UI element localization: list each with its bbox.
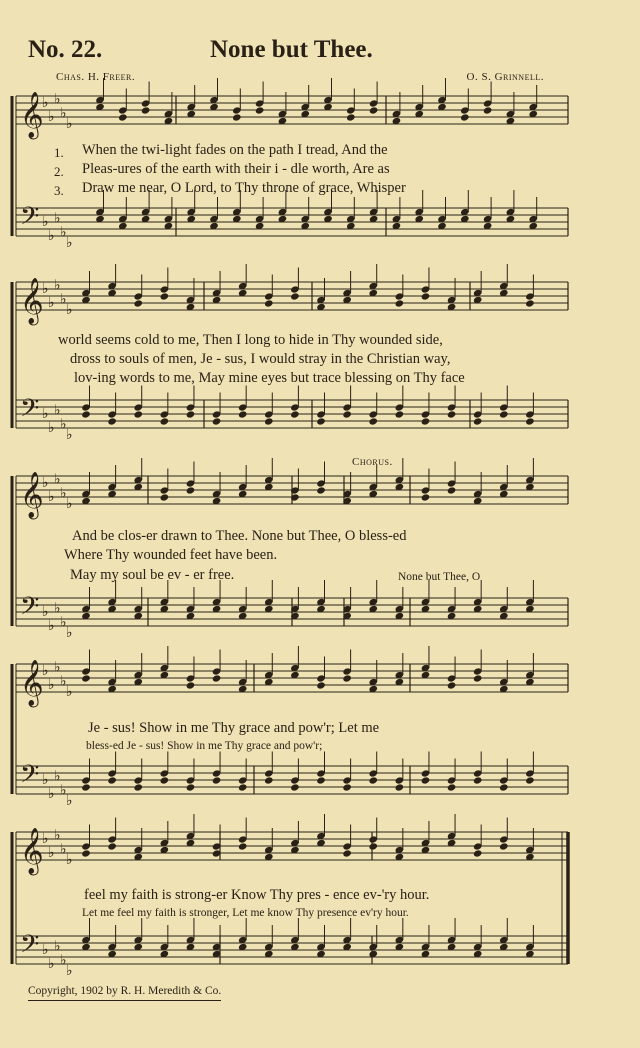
hymn-title: None but Thee. — [210, 36, 373, 63]
svg-text:♭: ♭ — [54, 403, 61, 419]
svg-text:♭: ♭ — [42, 282, 49, 297]
svg-text:♭: ♭ — [48, 678, 55, 693]
copyright-notice: Copyright, 1902 by R. H. Meredith & Co. — [28, 985, 222, 997]
svg-text:♭: ♭ — [54, 92, 61, 108]
lyric-line: When the twi-light fades on the path I tread, And the — [82, 142, 388, 158]
svg-text:♭: ♭ — [54, 828, 61, 844]
lyric-line: dross to souls of men, Je - sus, I would stray in the Christian way, — [70, 351, 451, 367]
hymn-number: No. 22. — [28, 36, 103, 63]
svg-text:♭: ♭ — [54, 472, 61, 488]
echo-lyric: None but Thee, O — [398, 571, 481, 583]
svg-text:♭: ♭ — [66, 794, 73, 809]
svg-text:♭: ♭ — [66, 428, 73, 443]
svg-text:♭: ♭ — [48, 229, 55, 244]
svg-text:♭: ♭ — [42, 664, 49, 679]
svg-text:♭: ♭ — [42, 773, 49, 788]
svg-text:♭: ♭ — [66, 497, 73, 512]
svg-text:♭: ♭ — [42, 96, 49, 111]
svg-text:♭: ♭ — [66, 685, 73, 700]
verse-number: 1. — [54, 145, 64, 160]
svg-text:𝄢: 𝄢 — [20, 930, 40, 965]
svg-text:♭: ♭ — [66, 236, 73, 251]
composer-credit: O. S. Grinnell. — [466, 71, 544, 83]
svg-text:𝄞: 𝄞 — [20, 660, 44, 706]
svg-text:♭: ♭ — [60, 417, 67, 433]
svg-text:♭: ♭ — [48, 619, 55, 634]
svg-text:♭: ♭ — [60, 674, 67, 690]
lyric-line: And be clos-er drawn to Thee. None but Thee, O bless-ed — [72, 528, 407, 544]
svg-text:♭: ♭ — [66, 853, 73, 868]
svg-text:♭: ♭ — [42, 943, 49, 958]
lyric-line: May my soul be ev - er free. — [70, 567, 235, 583]
svg-text:♭: ♭ — [48, 846, 55, 861]
svg-text:♭: ♭ — [54, 660, 61, 676]
svg-text:♭: ♭ — [54, 211, 61, 227]
svg-text:𝄢: 𝄢 — [20, 592, 40, 627]
svg-text:♭: ♭ — [60, 292, 67, 308]
svg-text:♭: ♭ — [54, 601, 61, 617]
lyric-line: Draw me near, O Lord, to Thy throne of grace, Whisper — [82, 180, 406, 196]
svg-text:♭: ♭ — [54, 769, 61, 785]
svg-text:♭: ♭ — [66, 117, 73, 132]
svg-text:♭: ♭ — [66, 626, 73, 641]
svg-text:♭: ♭ — [60, 225, 67, 241]
svg-text:𝄢: 𝄢 — [20, 760, 40, 795]
svg-text:♭: ♭ — [42, 832, 49, 847]
svg-text:♭: ♭ — [54, 278, 61, 294]
svg-text:♭: ♭ — [42, 215, 49, 230]
verse-number: 3. — [54, 183, 64, 198]
lyric-line: Pleas-ures of the earth with their i - dle worth, Are as — [82, 161, 390, 177]
svg-text:♭: ♭ — [54, 939, 61, 955]
lyric-line: lov-ing words to me, May mine eyes but trace blessing on Thy face — [74, 370, 465, 386]
svg-text:𝄞: 𝄞 — [20, 828, 44, 874]
lyric-line: feel my faith is strong-er Know Thy pres - ence ev-'ry hour. — [84, 887, 430, 903]
svg-text:𝄞: 𝄞 — [20, 92, 44, 138]
lyric-line: bless-ed Je - sus! Show in me Thy grace and pow'r; — [86, 740, 323, 752]
svg-text:♭: ♭ — [60, 783, 67, 799]
svg-text:♭: ♭ — [48, 421, 55, 436]
svg-text:♭: ♭ — [42, 476, 49, 491]
svg-text:♭: ♭ — [48, 787, 55, 802]
svg-text:♭: ♭ — [48, 957, 55, 972]
svg-text:♭: ♭ — [48, 110, 55, 125]
svg-text:𝄞: 𝄞 — [20, 278, 44, 324]
svg-text:𝄞: 𝄞 — [20, 472, 44, 518]
author-credit: Chas. H. Freer. — [56, 71, 136, 83]
svg-text:𝄢: 𝄢 — [20, 202, 40, 237]
svg-text:♭: ♭ — [42, 605, 49, 620]
svg-text:♭: ♭ — [48, 490, 55, 505]
svg-text:𝄢: 𝄢 — [20, 394, 40, 429]
chorus-label: Chorus. — [352, 456, 393, 468]
lyric-line: Let me feel my faith is stronger, Let me know Thy presence ev'ry hour. — [82, 907, 409, 919]
svg-text:♭: ♭ — [60, 615, 67, 631]
verse-number: 2. — [54, 164, 64, 179]
svg-text:♭: ♭ — [60, 106, 67, 122]
svg-text:♭: ♭ — [66, 303, 73, 318]
svg-text:♭: ♭ — [42, 407, 49, 422]
lyric-line: world seems cold to me, Then I long to hide in Thy wounded side, — [58, 332, 443, 348]
svg-text:♭: ♭ — [66, 964, 73, 979]
svg-text:♭: ♭ — [60, 842, 67, 858]
svg-text:♭: ♭ — [60, 953, 67, 969]
svg-text:♭: ♭ — [48, 296, 55, 311]
lyric-line: Je - sus! Show in me Thy grace and pow'r; Let me — [88, 720, 380, 736]
lyric-line: Where Thy wounded feet have been. — [64, 547, 278, 563]
svg-text:♭: ♭ — [60, 486, 67, 502]
